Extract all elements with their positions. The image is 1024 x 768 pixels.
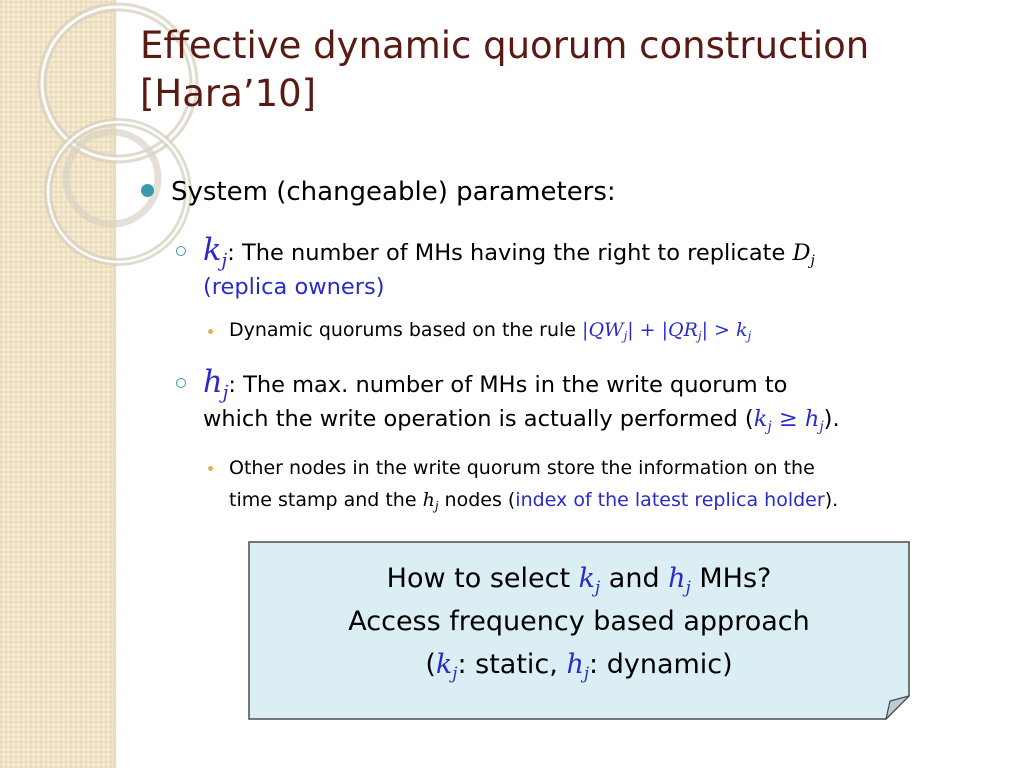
- bullet-kj: [203, 234, 993, 304]
- replica-owners-note: (replica owners): [203, 274, 385, 300]
- small-bullet-icon: [208, 466, 213, 471]
- quorum-rule-text: Dynamic quorums based on the rule: [229, 319, 583, 341]
- bullet-other-nodes: [229, 452, 989, 516]
- hj-text-line1: : The max. number of MHs in the write quorum to: [228, 372, 788, 398]
- slide-title: [140, 22, 1000, 118]
- title-line-1: Effective dynamic quorum construction: [140, 24, 870, 67]
- index-latest-replica-holder: index of the latest replica holder: [515, 489, 825, 511]
- ring-bullet-icon: [176, 246, 186, 256]
- callout-static-dynamic: ($k_j$: static, $h_j$: dynamic): [425, 649, 733, 683]
- callout-question: How to select $k_j$ and $h_j$ MHs?: [386, 563, 772, 597]
- bullet-hj: [203, 366, 993, 436]
- callout-hj-2: $h_j$: [566, 649, 590, 683]
- callout-approach: Access frequency based approach: [348, 606, 810, 637]
- callout-kj-2: $k_j$: [435, 649, 458, 683]
- hj-inline: $h_j$: [422, 489, 439, 514]
- ring-bullet-icon: [176, 378, 186, 388]
- dj-var: $D_j$: [792, 240, 815, 269]
- callout-box: [248, 541, 910, 720]
- bullet-dot-icon: [141, 184, 154, 197]
- kj-geq-hj: $k_j \ge h_j$: [753, 406, 824, 435]
- other-nodes-line2c: ).: [824, 489, 839, 511]
- callout-hj: $h_j$: [668, 563, 691, 597]
- quorum-rule-formula: $|QW_j| + |QR_j| > k_j$: [582, 319, 752, 344]
- bullet-system-parameters: System (changeable) parameters:: [171, 177, 616, 207]
- small-bullet-icon: [208, 329, 213, 334]
- bullet-quorum-rule: [229, 314, 989, 346]
- hj-close: ).: [823, 406, 840, 432]
- other-nodes-line1: Other nodes in the write quorum store the information on the: [229, 457, 815, 479]
- hj-text-line2: which the write operation is actually performed (: [203, 406, 754, 432]
- hj-var: $h_j$: [203, 365, 229, 404]
- other-nodes-line2a: time stamp and the: [229, 489, 423, 511]
- callout-kj: $k_j$: [578, 563, 601, 597]
- title-line-2: [Hara’10]: [140, 72, 317, 115]
- other-nodes-line2b: nodes (: [438, 489, 516, 511]
- callout-text: [248, 557, 910, 686]
- kj-text: : The number of MHs having the right to replicate: [227, 240, 793, 266]
- kj-var: $k_j$: [203, 233, 228, 272]
